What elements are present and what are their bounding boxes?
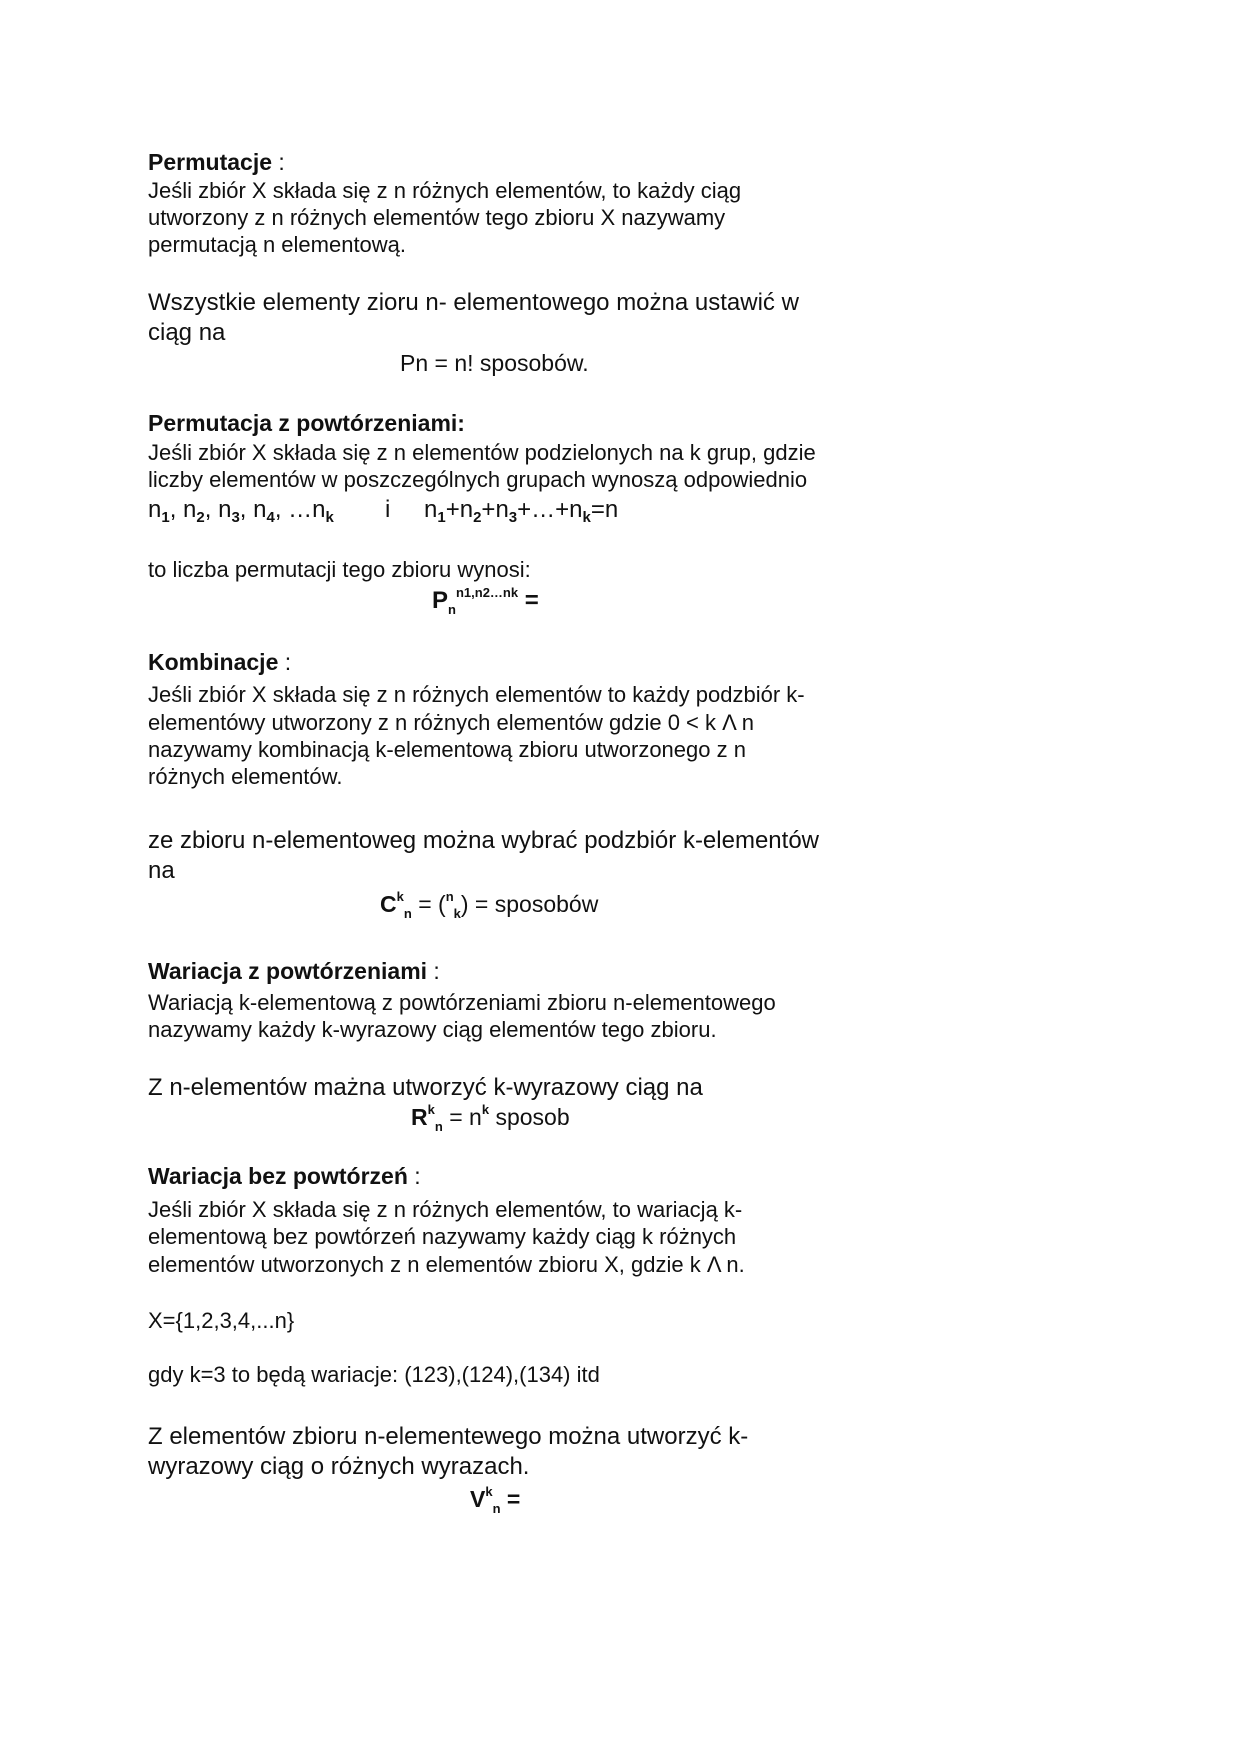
text-line: Jeśli zbiór X składa się z n różnych elementów, to każdy ciąg (148, 178, 742, 203)
text-line: Wariacją k-elementową z powtórzeniami zbioru n-elementowego (148, 990, 776, 1015)
text-line: Jeśli zbiór X składa się z n elementów podzielonych na k grup, gdzie (148, 440, 816, 465)
text-line: Wszystkie elementy zioru n- elementowego można ustawić w (148, 289, 799, 316)
text-line: to liczba permutacji tego zbioru wynosi: (148, 557, 531, 582)
text-line: liczby elementów w poszczególnych grupach wynoszą odpowiednio (148, 467, 808, 492)
formula-combinations: $C^k_n = (^n_k)$ = sposobów (380, 889, 599, 921)
heading-kombinacje: Kombinacje : (148, 649, 292, 675)
text-line: elementową bez powtórzeń nazywamy każdy ciąg k różnych (148, 1224, 737, 1249)
example-line: gdy k=3 to będą wariacje: (123),(124),(134) itd (148, 1362, 600, 1387)
text-line: ciąg na (148, 319, 226, 346)
text-line: elementówy utworzony z n różnych elementów gdzie 0 < k Λ n (148, 710, 754, 735)
formula-permutations-rep: $P_n^{n1,n2\dots nk}$ = (432, 585, 539, 617)
text-line: Jeśli zbiór X składa się z n różnych elementów, to wariacją k- (148, 1197, 743, 1222)
heading-permutacja-z-powtorzeniami: Permutacja z powtórzeniami: (148, 410, 465, 436)
text-line: Jeśli zbiór X składa się z n różnych elementów to każdy podzbiór k- (148, 682, 805, 707)
group-sizes-line: $n_1$, $n_2$, $n_3$, $n_4$, $\dots n_k$ (148, 496, 334, 526)
text-line: permutacją n elementową. (148, 232, 407, 257)
set-definition: X={1,2,3,4,...n} (148, 1308, 295, 1333)
heading-wariacja-bez-powtorzen: Wariacja bez powtórzeń : (148, 1163, 421, 1189)
heading-permutacje: Permutacje : (148, 149, 285, 175)
conjunction: i (385, 496, 391, 523)
text-line: Z n-elementów mażna utworzyć k-wyrazowy ciąg na (148, 1074, 703, 1101)
text-line: wyrazowy ciąg o różnych wyrazach. (148, 1453, 530, 1480)
heading-wariacja-z-powtorzeniami: Wariacja z powtórzeniami : (148, 958, 440, 984)
text-line: ze zbioru n-elementoweg można wybrać podzbiór k-elementów (148, 827, 819, 854)
formula-permutations: Pn = n! sposobów. (400, 350, 589, 376)
text-line: różnych elementów. (148, 764, 343, 789)
text-line: nazywamy kombinacją k-elementową zbioru utworzonego z n (148, 737, 746, 762)
text-line: na (148, 857, 175, 884)
group-sum-line: $n_1+n_2+n_3+\dots+n_k=n$ (424, 496, 619, 526)
formula-variations-rep: $R^k_n = n^k$ sposob (411, 1102, 570, 1134)
formula-variations-norep: $V^k_n$ = (470, 1484, 521, 1516)
text-line: elementów utworzonych z n elementów zbioru X, gdzie k Λ n. (148, 1252, 745, 1277)
text-line: Z elementów zbioru n-elementewego można utworzyć k- (148, 1423, 749, 1450)
text-line: utworzony z n różnych elementów tego zbioru X nazywamy (148, 205, 726, 230)
text-line: nazywamy każdy k-wyrazowy ciąg elementów tego zbioru. (148, 1017, 717, 1042)
